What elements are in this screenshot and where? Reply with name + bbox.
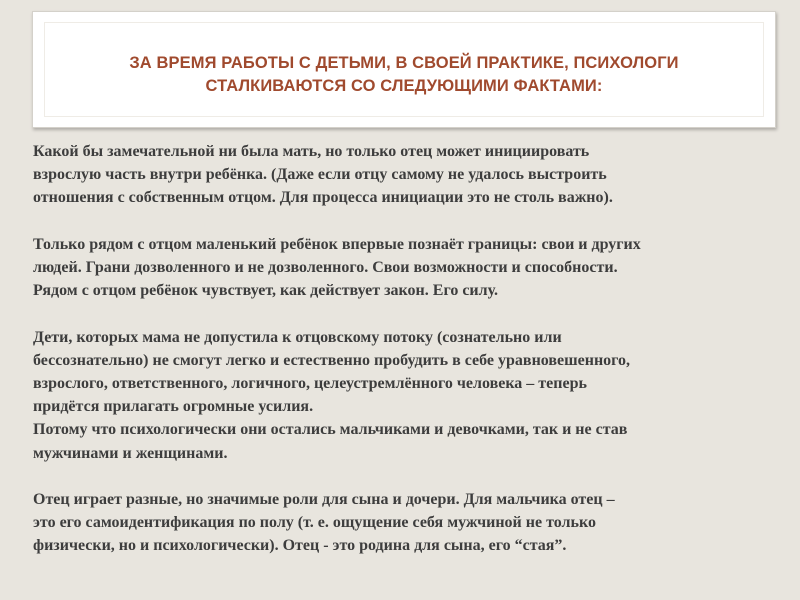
title-line: ЗА ВРЕМЯ РАБОТЫ С ДЕТЬМИ, В СВОЕЙ ПРАКТИКЕ, ПСИХОЛОГИ — [129, 54, 679, 72]
paragraph-2 — [33, 233, 793, 303]
text-line: взрослого, ответственного, логичного, целеустремлённого человека – теперь — [33, 375, 587, 392]
title-line: СТАЛКИВАЮТСЯ СО СЛЕДУЮЩИМИ ФАКТАМИ: — [205, 77, 603, 95]
text-line: людей. Грани дозволенного и не дозволенного. Свои возможности и способности. — [33, 259, 618, 276]
text-line: это его самоидентификация по полу (т. е. ощущение себя мужчиной не только — [33, 514, 596, 532]
text-line: Потому что психологически они остались мальчиками и девочками, так и не став — [33, 421, 628, 439]
text-line: Рядом с отцом ребёнок чувствует, как действует закон. Его силу. — [33, 282, 499, 300]
paragraph-gap — [33, 465, 793, 488]
paragraph-gap — [33, 302, 793, 325]
text-line: Дети, которых мама не допустила к отцовскому потоку (сознательно или — [33, 328, 562, 346]
text-line: придётся прилагать огромные усилия. — [33, 398, 314, 416]
text-line: Отец играет разные, но значимые роли для сына и дочери. Для мальчика отец – — [33, 491, 615, 508]
paragraph-3 — [33, 326, 793, 465]
title-box — [32, 11, 776, 128]
text-line: бессознательно) не смогут легко и естественно пробудить в себе уравновешенного, — [33, 351, 631, 369]
text-line: взрослую часть внутри ребёнка. (Даже если отцу самому не удалось выстроить — [33, 166, 607, 184]
slide-title — [33, 52, 775, 98]
text-line: отношения с собственным отцом. Для процесса инициации это не столь важно). — [33, 189, 613, 207]
text-line: Какой бы замечательной ни была мать, но только отец может инициировать — [33, 143, 590, 160]
paragraph-gap — [33, 210, 793, 233]
text-line: физически, но и психологически). Отец - это родина для сына, его “стая”. — [33, 537, 567, 555]
text-line: мужчинами и женщинами. — [33, 444, 228, 462]
paragraph-4 — [33, 488, 793, 558]
body-text — [33, 140, 793, 558]
paragraph-1 — [33, 140, 793, 210]
text-line: Только рядом с отцом маленький ребёнок впервые познаёт границы: свои и других — [33, 235, 641, 253]
